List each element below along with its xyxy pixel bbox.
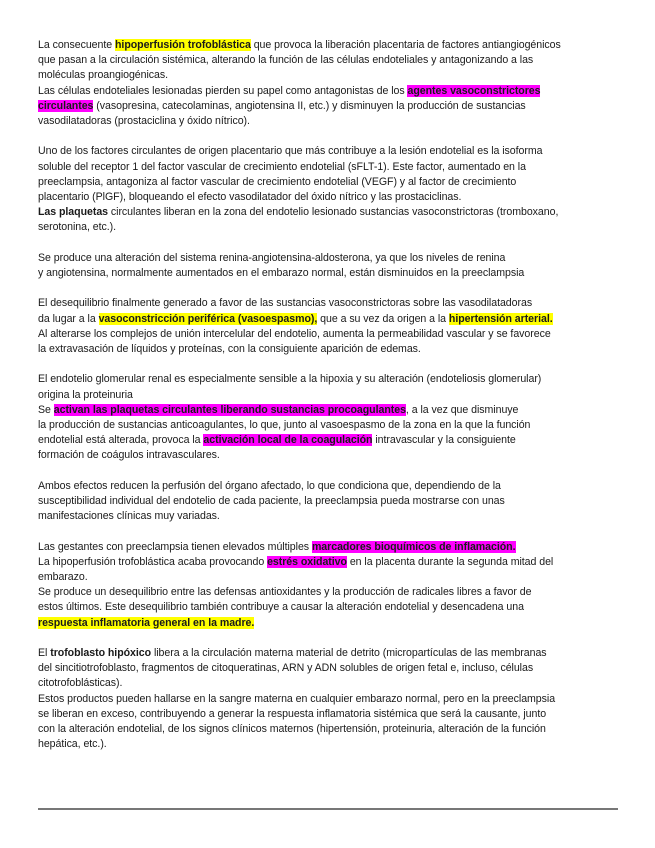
text-line: estos últimos. Este desequilibrio también contribuye a causar la alteración endotelial y desencadena una	[38, 601, 524, 614]
text-line: Se produce una alteración del sistema renina-angiotensina-aldosterona, ya que los niveles de renina	[38, 251, 506, 264]
text-line: da lugar a la vasoconstricción periférica (vasoespasmo), que a su vez da origen a la hipertensión arterial.	[38, 312, 553, 325]
text-line: hepática, etc.).	[38, 738, 107, 751]
text-line: que pasan a la circulación sistémica, alterando la función de las células endoteliales y antagonizando a las	[38, 54, 534, 67]
text-line: se liberan en exceso, contribuyendo a generar la respuesta inflamatoria sistémica que será la causante, junto	[38, 707, 547, 720]
paragraph-renina	[38, 251, 622, 281]
highlight-hipoperfusion: hipoperfusión trofoblástica	[115, 39, 251, 51]
text-line: manifestaciones clínicas muy variadas.	[38, 510, 220, 523]
footer-divider	[38, 808, 618, 810]
text-line: Las células endoteliales lesionadas pierden su papel como antagonistas de los agentes vasoconstrictores	[38, 84, 541, 97]
text-line: vasodilatadoras (prostaciclina y óxido nítrico).	[38, 115, 250, 128]
text-line: Las gestantes con preeclampsia tienen elevados múltiples marcadores bioquímicos de inflamación.	[38, 540, 516, 553]
text-line: y angiotensina, normalmente aumentados en el embarazo normal, están disminuidos en la preeclampsia	[38, 267, 525, 280]
text-line: origina la proteinuria	[38, 388, 133, 401]
text-line: formación de coágulos intravasculares.	[38, 449, 220, 462]
text-line: placentario (PlGF), bloqueando el efecto vasodilatador del óxido nítrico y las prostaciclinas.	[38, 191, 462, 204]
highlight-activacion-coagulacion: activación local de la coagulación	[203, 434, 373, 447]
text-line: la extravasación de líquidos y proteínas, con la consiguiente aparición de edemas.	[38, 343, 421, 356]
text-line: Estos productos pueden hallarse en la sangre materna en cualquier embarazo normal, pero en la preeclampsia	[38, 692, 556, 705]
text-line	[38, 616, 622, 631]
text-line: Uno de los factores circulantes de origen placentario que más contribuye a la lesión endotelial es la isoforma	[38, 145, 543, 158]
text-line: El trofoblasto hipóxico libera a la circulación materna material de detrito (micropartículas de las membranas	[38, 647, 547, 660]
document-body	[38, 38, 622, 768]
text-line: moléculas proangiogénicas.	[38, 69, 169, 82]
text-line: susceptibilidad individual del endotelio de cada paciente, la preeclampsia pueda mostrarse con unas	[38, 495, 505, 508]
bold-trofoblasto-hipoxico: trofoblasto hipóxico	[50, 647, 152, 660]
text-line: El desequilibrio finalmente generado a favor de las sustancias vasoconstrictoras sobre las vasodilatadoras	[38, 297, 533, 310]
paragraph-inflamacion	[38, 540, 622, 631]
text-line: serotonina, etc.).	[38, 221, 117, 234]
paragraph-endotelio-glomerular	[38, 372, 622, 463]
text-line: preeclampsia, antagoniza al factor vascular de crecimiento endotelial (VEGF) y al factor de crecimiento	[38, 175, 517, 188]
text-line: El endotelio glomerular renal es especialmente sensible a la hipoxia y su alteración (endoteliosis glomerular)	[38, 373, 542, 386]
text-line: circulantes (vasopresina, catecolaminas, angiotensina II, etc.) y disminuyen la producción de sustancias	[38, 99, 526, 112]
text-line: Al alterarse los complejos de unión intercelular del endotelio, aumenta la permeabilidad vascular y se favorece	[38, 327, 551, 340]
paragraph-ambos-efectos	[38, 479, 622, 525]
text-line: citotrofoblásticas).	[38, 677, 123, 690]
highlight-activan-plaquetas: activan las plaquetas circulantes liberando sustancias procoagulantes	[53, 403, 406, 416]
text-line: embarazo.	[38, 571, 88, 584]
text-line: la producción de sustancias anticoagulantes, lo que, junto al vasoespasmo de la zona en la que la función	[38, 419, 531, 432]
paragraph-hipoperfusion	[38, 38, 622, 129]
text-line: La hipoperfusión trofoblástica acaba provocando estrés oxidativo en la placenta durante la segunda mitad del	[38, 555, 554, 568]
text-line: del sincitiotrofoblasto, fragmentos de citoqueratinas, ARN y ADN solubles de origen fetal e, incluso, células	[38, 662, 534, 675]
text-line: Las plaquetas circulantes liberan en la zona del endotelio lesionado sustancias vasoconstrictoras (tromboxano,	[38, 206, 559, 219]
highlight-marcadores-bioquimicos: marcadores bioquímicos de inflamación.	[311, 540, 516, 553]
highlight-estres-oxidativo: estrés oxidativo	[267, 555, 347, 568]
text-line: Ambos efectos reducen la perfusión del órgano afectado, lo que condiciona que, dependiendo de la	[38, 479, 501, 492]
text-line: La consecuente hipoperfusión trofoblástica que provoca la liberación placentaria de factores antiangiogénicos	[38, 39, 561, 51]
highlight-vasoconstriccion: vasoconstricción periférica (vasoespasmo),	[98, 312, 318, 325]
highlight-respuesta-inflamatoria: respuesta inflamatoria general en la madre.	[38, 616, 255, 629]
paragraph-trofoblasto	[38, 646, 622, 752]
text-line: con la alteración endotelial, de los signos clínicos maternos (hipertensión, proteinuria, alteración de la función	[38, 723, 546, 736]
text-line: soluble del receptor 1 del factor vascular de crecimiento endotelial (sFLT-1). Este factor, aumentado en la	[38, 160, 526, 173]
paragraph-desequilibrio	[38, 296, 622, 357]
text-line: Se produce un desequilibrio entre las defensas antioxidantes y la producción de radicales libres a favor de	[38, 586, 532, 599]
bold-las-plaquetas: Las plaquetas	[38, 206, 108, 219]
highlight-circulantes: circulantes	[38, 99, 94, 112]
text-line: endotelial está alterada, provoca la activación local de la coagulación intravascular y la consiguiente	[38, 434, 516, 447]
text-line: Se activan las plaquetas circulantes liberando sustancias procoagulantes, a la vez que disminuye	[38, 403, 519, 416]
highlight-hipertension: hipertensión arterial.	[448, 312, 553, 325]
paragraph-sflt1	[38, 144, 622, 235]
highlight-agentes-vasoconstrictores: agentes vasoconstrictores	[407, 84, 541, 97]
